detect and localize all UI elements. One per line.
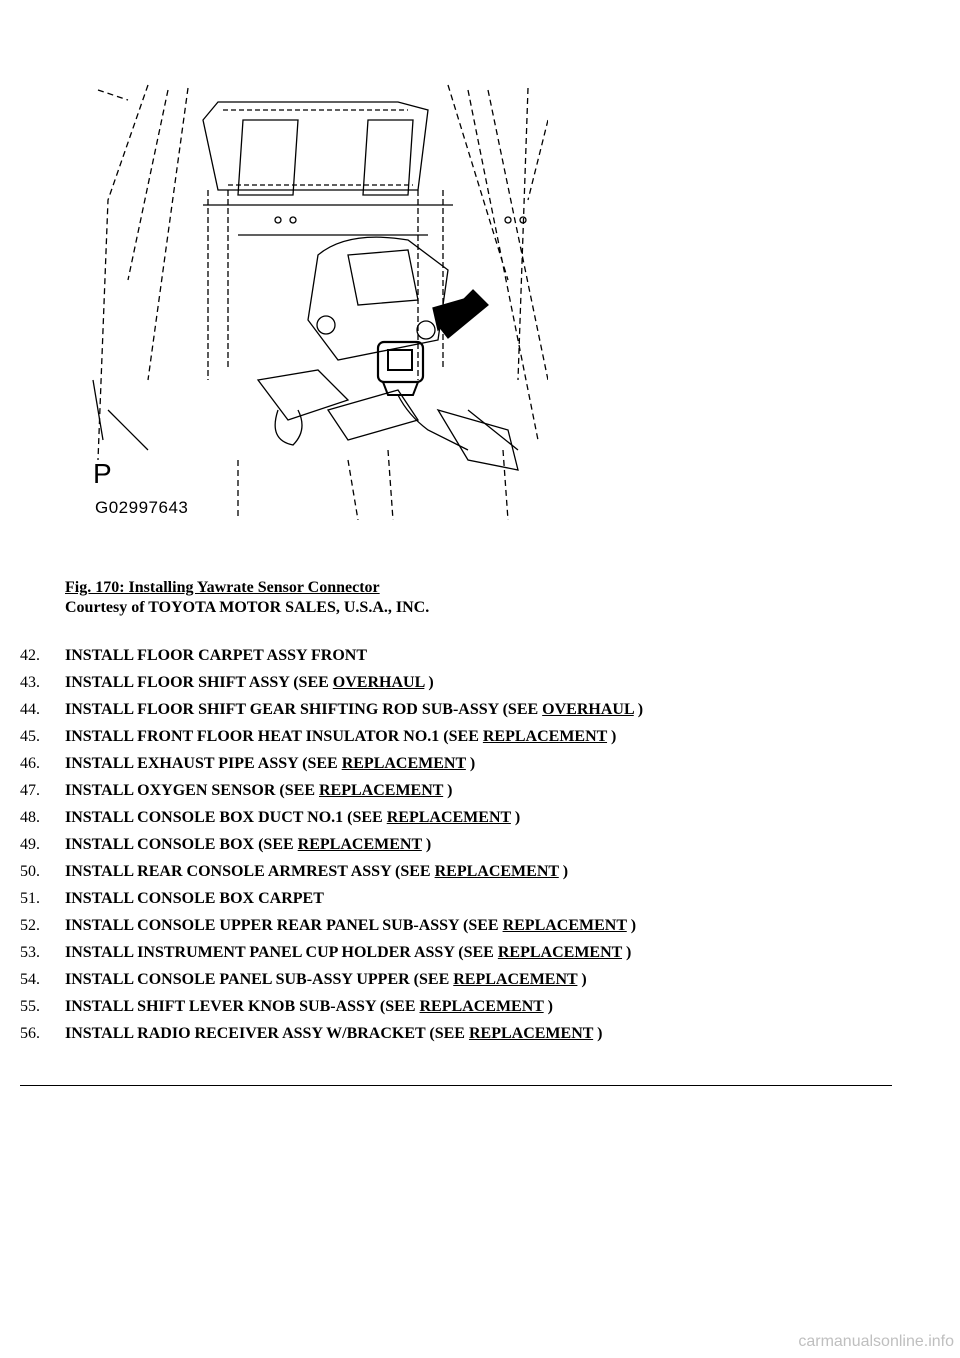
step-text-tail: ) [421, 836, 432, 853]
step-number: 42. [20, 647, 40, 664]
step-text-tail: ) [443, 782, 453, 799]
step-text: INSTALL CONSOLE BOX (SEE [65, 836, 298, 853]
list-item [20, 673, 643, 700]
step-text: INSTALL RADIO RECEIVER ASSY W/BRACKET (SEE [65, 1025, 469, 1042]
step-reference-link[interactable]: REPLACEMENT [453, 971, 578, 988]
step-number: 43. [20, 674, 40, 691]
list-item [20, 916, 643, 943]
list-item [20, 943, 643, 970]
list-item [20, 781, 643, 808]
step-reference-link[interactable]: REPLACEMENT [341, 755, 466, 772]
step-number: 47. [20, 782, 40, 799]
step-number: 46. [20, 755, 40, 772]
figure-title-link[interactable]: Fig. 170: Installing Yawrate Sensor Connector [65, 579, 380, 596]
step-text-tail: ) [633, 701, 644, 718]
step-number: 48. [20, 809, 40, 826]
step-text: INSTALL SHIFT LEVER KNOB SUB-ASSY (SEE [65, 998, 420, 1015]
list-item [20, 970, 643, 997]
step-text: INSTALL REAR CONSOLE ARMREST ASSY (SEE [65, 863, 435, 880]
step-reference-link[interactable]: REPLACEMENT [497, 944, 623, 961]
step-text: INSTALL CONSOLE BOX DUCT NO.1 (SEE [65, 809, 387, 826]
step-text: INSTALL FRONT FLOOR HEAT INSULATOR NO.1 (SEE [65, 728, 483, 745]
step-number: 45. [20, 728, 40, 745]
step-reference-link[interactable]: REPLACEMENT [297, 836, 422, 853]
page-divider [20, 1085, 892, 1086]
step-reference-link[interactable]: REPLACEMENT [482, 728, 608, 745]
figure-courtesy: Courtesy of TOYOTA MOTOR SALES, U.S.A., INC. [65, 599, 430, 616]
step-text-tail: ) [558, 863, 569, 880]
step-number: 51. [20, 890, 40, 907]
step-text-tail: ) [607, 728, 617, 745]
step-text: INSTALL FLOOR SHIFT GEAR SHIFTING ROD SUB-ASSY (SEE [65, 701, 543, 718]
step-reference-link[interactable]: REPLACEMENT [319, 782, 444, 799]
figure-caption [65, 578, 429, 618]
step-number: 53. [20, 944, 40, 961]
step-text: INSTALL INSTRUMENT PANEL CUP HOLDER ASSY (SEE [65, 944, 498, 961]
step-text-tail: ) [543, 998, 553, 1015]
step-reference-link[interactable]: REPLACEMENT [468, 1025, 594, 1042]
step-text-tail: ) [510, 809, 521, 826]
step-number: 50. [20, 863, 40, 880]
step-reference-link[interactable]: REPLACEMENT [386, 809, 511, 826]
figure-code: G02997643 [95, 498, 189, 517]
step-text: INSTALL FLOOR SHIFT ASSY (SEE [65, 674, 333, 691]
step-text: INSTALL FLOOR CARPET ASSY FRONT [65, 647, 367, 664]
list-item [20, 808, 643, 835]
step-number: 44. [20, 701, 40, 718]
step-text: INSTALL CONSOLE UPPER REAR PANEL SUB-ASSY (SEE [65, 917, 503, 934]
step-text-tail: ) [622, 944, 632, 961]
list-item [20, 727, 643, 754]
step-reference-link[interactable]: OVERHAUL [332, 674, 425, 691]
step-text: INSTALL CONSOLE BOX CARPET [65, 890, 324, 907]
step-reference-link[interactable]: OVERHAUL [542, 701, 634, 718]
list-item [20, 997, 643, 1024]
step-number: 55. [20, 998, 40, 1015]
step-text: INSTALL EXHAUST PIPE ASSY (SEE [65, 755, 342, 772]
step-text-tail: ) [424, 674, 434, 691]
list-item [20, 646, 643, 673]
step-text-tail: ) [577, 971, 587, 988]
step-reference-link[interactable]: REPLACEMENT [419, 998, 544, 1015]
list-item [20, 835, 643, 862]
step-reference-link[interactable]: REPLACEMENT [502, 917, 627, 934]
step-text-tail: ) [626, 917, 637, 934]
yawrate-sensor-illustration [88, 80, 548, 520]
step-text: INSTALL CONSOLE PANEL SUB-ASSY UPPER (SEE [65, 971, 454, 988]
step-text: INSTALL OXYGEN SENSOR (SEE [65, 782, 319, 799]
list-item [20, 889, 643, 916]
step-number: 54. [20, 971, 40, 988]
list-item [20, 700, 643, 727]
list-item [20, 754, 643, 781]
site-watermark: carmanualsonline.info [798, 1333, 954, 1350]
step-number: 52. [20, 917, 40, 934]
list-item [20, 862, 643, 889]
list-item [20, 1024, 643, 1051]
step-number: 49. [20, 836, 40, 853]
step-number: 56. [20, 1025, 40, 1042]
step-text-tail: ) [593, 1025, 603, 1042]
figure-orientation-label: P [93, 458, 112, 489]
procedure-steps [20, 646, 643, 1051]
step-text-tail: ) [465, 755, 476, 772]
step-reference-link[interactable]: REPLACEMENT [434, 863, 559, 880]
